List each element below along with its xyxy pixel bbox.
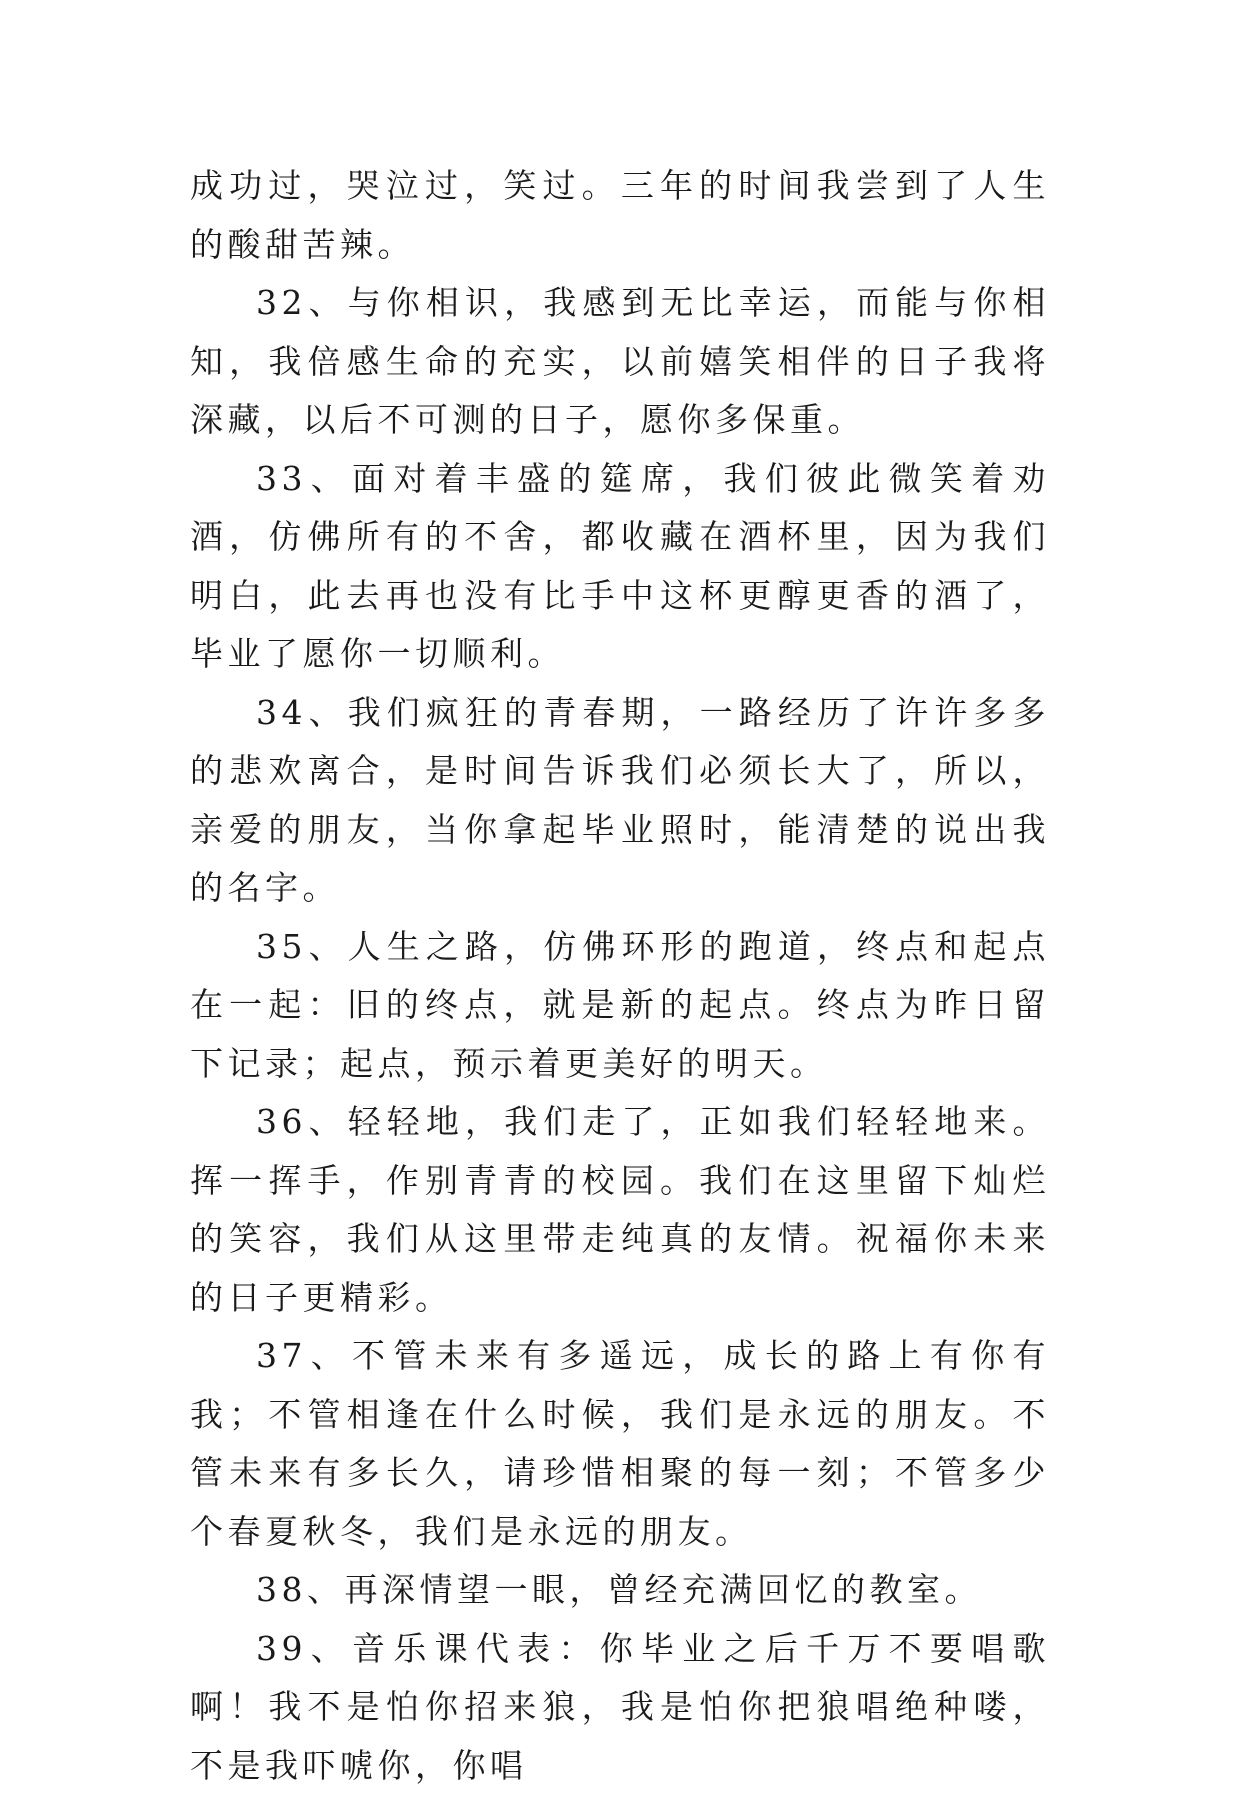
paragraph-35: 35、人生之路，仿佛环形的跑道，终点和起点在一起：旧的终点，就是新的起点。终点为昨日留下记录；起点，预示着更美好的明天。 — [190, 918, 1050, 1094]
paragraph-39: 39、音乐课代表：你毕业之后千万不要唱歌啊！我不是怕你招来狼，我是怕你把狼唱绝种喽，不是我吓唬你，你唱 — [190, 1620, 1050, 1795]
paragraph-38: 38、再深情望一眼，曾经充满回忆的教室。 — [190, 1561, 1050, 1620]
document-body — [190, 157, 1050, 1795]
paragraph-36: 36、轻轻地，我们走了，正如我们轻轻地来。挥一挥手，作别青青的校园。我们在这里留下灿烂的笑容，我们从这里带走纯真的友情。祝福你未来的日子更精彩。 — [190, 1093, 1050, 1327]
paragraph-continuation: 成功过，哭泣过，笑过。三年的时间我尝到了人生的酸甜苦辣。 — [190, 157, 1050, 274]
paragraph-37: 37、不管未来有多遥远，成长的路上有你有我；不管相逢在什么时候，我们是永远的朋友。不管未来有多长久，请珍惜相聚的每一刻；不管多少个春夏秋冬，我们是永远的朋友。 — [190, 1327, 1050, 1561]
paragraph-32: 32、与你相识，我感到无比幸运，而能与你相知，我倍感生命的充实，以前嬉笑相伴的日子我将深藏，以后不可测的日子，愿你多保重。 — [190, 274, 1050, 450]
paragraph-33: 33、面对着丰盛的筵席，我们彼此微笑着劝酒，仿佛所有的不舍，都收藏在酒杯里，因为我们明白，此去再也没有比手中这杯更醇更香的酒了，毕业了愿你一切顺利。 — [190, 450, 1050, 684]
paragraph-34: 34、我们疯狂的青春期，一路经历了许许多多的悲欢离合，是时间告诉我们必须长大了，所以，亲爱的朋友，当你拿起毕业照时，能清楚的说出我的名字。 — [190, 684, 1050, 918]
